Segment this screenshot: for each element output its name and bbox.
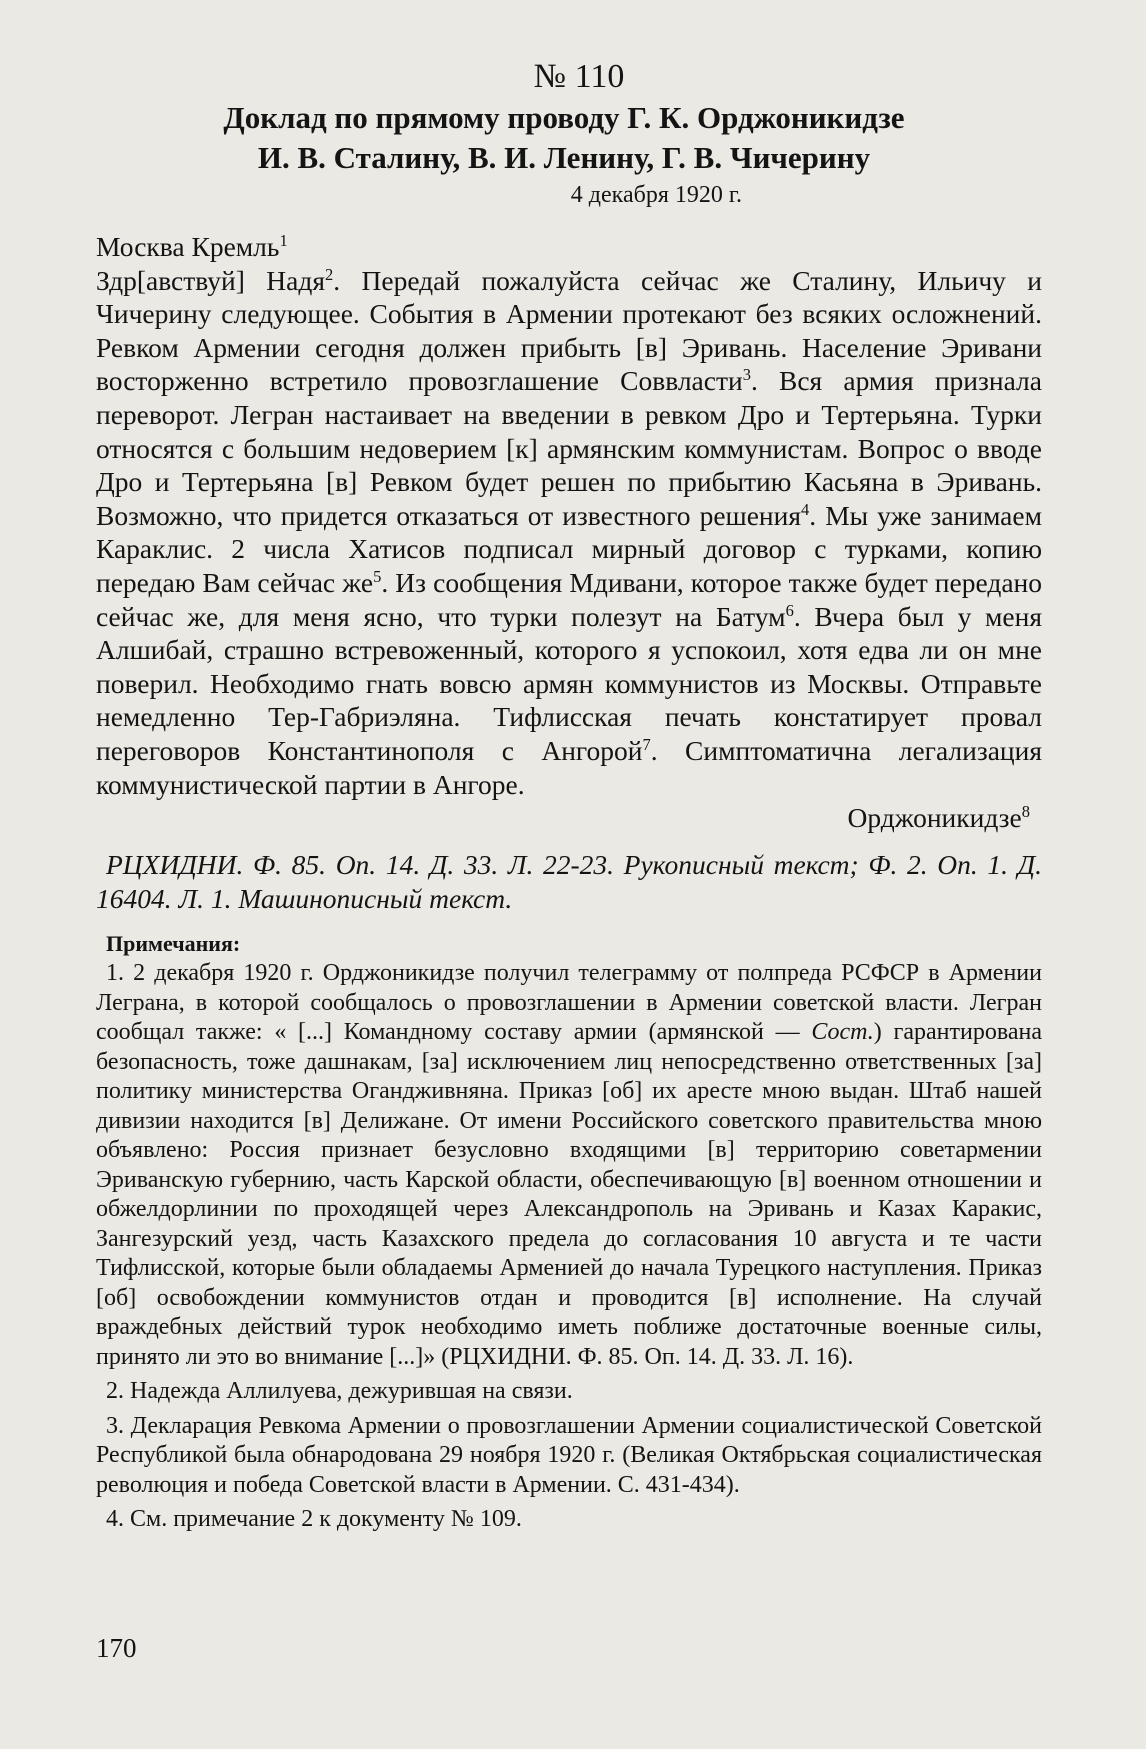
address: Москва Кремль xyxy=(96,231,280,262)
signature-name: Орджоникидзе xyxy=(847,802,1022,834)
page-content xyxy=(96,56,1042,1535)
notes-heading: Примечания: xyxy=(106,931,241,957)
note-2: 2. Надежда Аллилуева, дежурившая на связи. xyxy=(106,1378,573,1405)
note-abbrev: Сост. xyxy=(811,1019,874,1046)
footnote-mark: 8 xyxy=(1021,801,1030,821)
footnote-mark: 4 xyxy=(801,499,810,519)
note-3: 3. Декларация Ревкома Армении о провозглашении Армении социалистической Советской Республикой была обнародована 29 ноября 1920 г. (Великая Октябрьская социалистическая революция и победа Советской власти в Армении. С. 431-434). xyxy=(96,1412,1042,1498)
body-text: Здр[авствуй] Надя xyxy=(96,264,325,296)
document-number: № 110 xyxy=(533,58,625,95)
footnote-mark: 5 xyxy=(373,566,382,586)
title-line-1: Доклад по прямому проводу Г. К. Орджоникидзе xyxy=(223,100,905,135)
note-text: ) гарантирована безопасность, тоже дашнакам, [за] исключением лиц непосредственно ответственных [за] политику министерства Огандживняна. Приказ [об] их аресте мною выдан. Штаб нашей дивизии находится [в] Делижане. От имени Российского советского правительства мною объявлено: Россия признает безусловно входящими [в] территорию советармении Эриванскую губернию, часть Карской области, обеспечивающую [в] военном отношении и обжелдорлинии по проходящей через Александрополь на Эривань и Казах Каракис, Зангезурский уезд, часть Казахского предела до согласования 10 августа и те части Тифлисской, которые были обладаемы Арменией до начала Турецкого наступления. Приказ [об] освобождении коммунистов отдан и проводится [в] исполнение. На случай враждебных действий турок необходимо иметь поближе достаточные военные силы, принято ли это во внимание [...]» (РЦХИДНИ. Ф. 85. Оп. 14. Д. 33. Л. 16). xyxy=(96,1019,1043,1370)
body-text: . Симптоматична легализация коммунистической партии в Ангоре. xyxy=(96,734,1042,800)
footnote-mark: 6 xyxy=(785,600,794,620)
notes-list xyxy=(96,959,1042,1535)
footnote-mark: 1 xyxy=(279,230,288,250)
note-text: 1. 2 декабря 1920 г. Орджоникидзе получил телеграмму от полпреда РСФСР в Армении Леграна, в которой сообщалось о провозглашении в Армении советской власти. Легран сообщал также: « [...] Командному составу армии (армянской — xyxy=(96,960,1042,1046)
body-text: . Из сообщения Мдивани, которое также будет передано сейчас же, для меня ясно, что турки полезут на Батум xyxy=(96,566,1042,632)
body-text: . Вчера был у меня Алшибай, страшно встревоженный, которого я успокоил, хотя едва ли он мне поверил. Необходимо гнать вовсю армян коммунистов из Москвы. Отправьте немедленно Тер-Габриэляна. Тифлисская печать констатирует провал переговоров Константинополя с Ангорой xyxy=(96,600,1042,766)
body-text: . Передай пожалуйста сейчас же Сталину, Ильичу и Чичерину следующее. События в Армении протекают без всяких осложнений. Ревком Армении сегодня должен прибыть [в] Эривань. Население Эривани восторженно встретило провозглашение Соввласти xyxy=(96,264,1042,397)
document-body xyxy=(96,230,1042,801)
footnote-mark: 7 xyxy=(642,734,651,754)
note-4: 4. См. примечание 2 к документу № 109. xyxy=(106,1506,522,1533)
footnote-mark: 2 xyxy=(325,264,334,284)
archive-source: РЦХИДНИ. Ф. 85. Оп. 14. Д. 33. Л. 22-23. Рукописный текст; Ф. 2. Оп. 1. Д. 16404. Л. 1. Машинописный текст. xyxy=(96,849,1042,914)
note-1 xyxy=(96,959,1042,1372)
title-line-2: И. В. Сталину, В. И. Ленину, Г. В. Чичерину xyxy=(257,140,871,175)
body-paragraph xyxy=(96,264,1042,802)
address-line xyxy=(96,230,1042,264)
page-number: 170 xyxy=(96,1633,137,1663)
body-text: . Вся армия признала переворот. Легран настаивает на введении в ревком Дро и Тертерьяна. Турки относятся с большим недоверием [к] армянским коммунистам. Вопрос о вводе Дро и Тертерьяна [в] Ревком будет решен по прибытию Касьяна в Эривань. Возможно, что придется отказаться от известного решения xyxy=(96,365,1042,531)
document-date: 4 декабря 1920 г. xyxy=(570,182,742,208)
signature xyxy=(96,801,1042,834)
body-text: . Мы уже занимаем Караклис. 2 числа Хатисов подписал мирный договор с турками, копию передаю Вам сейчас же xyxy=(96,499,1042,598)
document-title xyxy=(86,98,1042,178)
footnote-mark: 3 xyxy=(742,365,751,385)
